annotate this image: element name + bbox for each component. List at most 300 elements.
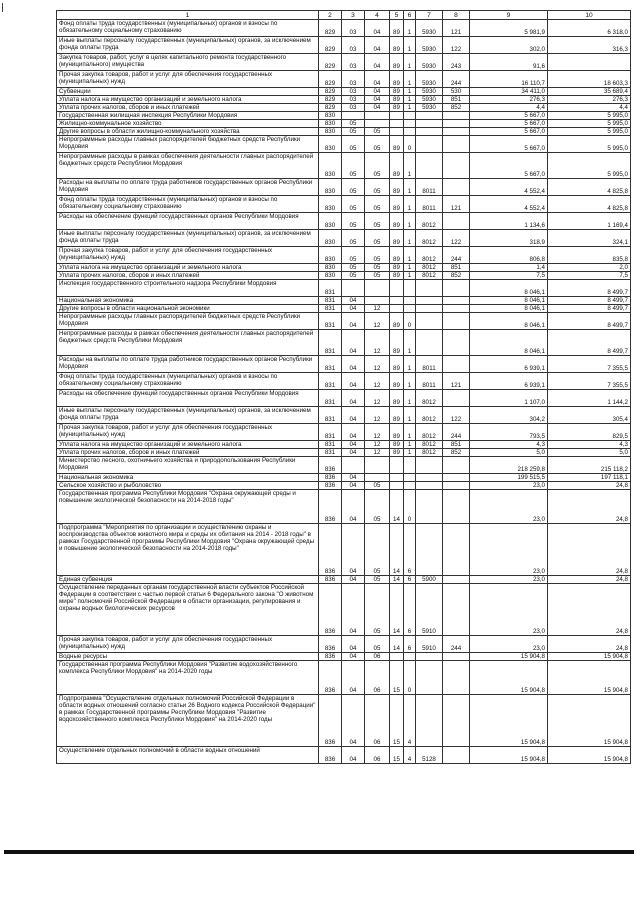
code-cell: 89 — [390, 88, 404, 96]
table-row — [57, 264, 631, 272]
code-cell: 12 — [365, 441, 390, 449]
row-name-cell: Другие вопросы в области национальной экономики — [57, 305, 319, 313]
code-cell — [390, 120, 404, 128]
code-cell: 836 — [319, 490, 342, 524]
header-cell: 7 — [416, 11, 443, 20]
code-cell: 05 — [342, 196, 365, 213]
code-cell — [443, 457, 470, 474]
code-cell — [390, 653, 404, 661]
code-cell: 1 — [404, 54, 416, 71]
code-cell — [404, 120, 416, 128]
row-name-cell: Прочая закупка товаров, работ и услуг для обеспечения государственных (муниципальных) нужд — [57, 71, 319, 88]
code-cell: 04 — [365, 37, 390, 54]
code-cell: 8011 — [416, 196, 443, 213]
code-cell: 8012 — [416, 449, 443, 457]
amount-cell: 7,5 — [548, 272, 631, 280]
code-cell: 836 — [319, 636, 342, 653]
amount-cell — [548, 54, 631, 71]
table-row — [57, 457, 631, 474]
code-cell: 04 — [342, 305, 365, 313]
code-cell: 8011 — [416, 356, 443, 373]
header-cell: 2 — [319, 11, 342, 20]
code-cell — [443, 297, 470, 305]
code-cell — [342, 457, 365, 474]
code-cell — [416, 128, 443, 136]
code-cell: 06 — [365, 695, 390, 747]
amount-cell: 1 134,6 — [470, 213, 548, 230]
table-row — [57, 213, 631, 230]
amount-cell: 218 259,8 — [470, 457, 548, 474]
amount-cell: 793,5 — [470, 424, 548, 441]
code-cell: 5930 — [416, 20, 443, 37]
code-cell — [390, 128, 404, 136]
amount-cell: 1 169,4 — [548, 213, 631, 230]
code-cell — [365, 474, 390, 482]
code-cell: 830 — [319, 247, 342, 264]
code-cell: 04 — [342, 490, 365, 524]
row-name-cell: Жилищно-коммунальное хозяйство — [57, 120, 319, 128]
table-row — [57, 136, 631, 153]
row-name-cell: Министерство лесного, охотничьего хозяйства и природопользования Республики Мордовия — [57, 457, 319, 474]
code-cell: 89 — [390, 179, 404, 196]
code-cell: 12 — [365, 313, 390, 330]
amount-cell: 199 515,5 — [470, 474, 548, 482]
code-cell: 89 — [390, 96, 404, 104]
amount-cell: 302,0 — [470, 37, 548, 54]
code-cell: 89 — [390, 247, 404, 264]
row-name-cell: Уплата налога на имущество организаций и земельного налога — [57, 96, 319, 104]
code-cell: 1 — [404, 390, 416, 407]
code-cell: 1 — [404, 330, 416, 356]
amount-cell: 318,9 — [470, 230, 548, 247]
code-cell: 04 — [342, 747, 365, 764]
amount-cell: 34 411,0 — [470, 88, 548, 96]
code-cell — [443, 153, 470, 179]
table-row — [57, 424, 631, 441]
amount-cell: 15 904,8 — [470, 747, 548, 764]
row-name-cell: Фонд оплаты труда государственных (муниципальных) органов и взносы по обязательному социальному страхованию — [57, 20, 319, 37]
code-cell: 12 — [365, 449, 390, 457]
code-cell — [404, 280, 416, 297]
table-row — [57, 576, 631, 584]
header-cell: 10 — [548, 11, 631, 20]
row-name-cell: Расходы на обеспечение функций государственных органов Республики Мордовия — [57, 213, 319, 230]
code-cell: 4 — [404, 747, 416, 764]
code-cell — [416, 112, 443, 120]
code-cell: 6 — [404, 584, 416, 636]
code-cell — [416, 297, 443, 305]
amount-cell: 4,4 — [548, 104, 631, 112]
amount-cell: 276,3 — [470, 96, 548, 104]
code-cell: 04 — [342, 636, 365, 653]
code-cell — [443, 653, 470, 661]
code-cell: 12 — [365, 424, 390, 441]
code-cell: 12 — [365, 407, 390, 424]
code-cell: 122 — [443, 37, 470, 54]
code-cell — [404, 297, 416, 305]
table-row — [57, 636, 631, 653]
code-cell: 89 — [390, 424, 404, 441]
code-cell — [443, 330, 470, 356]
amount-cell: 1 144,2 — [548, 390, 631, 407]
code-cell: 04 — [342, 661, 365, 695]
code-cell: 06 — [365, 661, 390, 695]
amount-cell: 8 499,7 — [548, 280, 631, 297]
table-row — [57, 120, 631, 128]
code-cell: 830 — [319, 264, 342, 272]
code-cell: 05 — [365, 128, 390, 136]
code-cell: 4 — [404, 695, 416, 747]
amount-cell: 276,3 — [548, 96, 631, 104]
code-cell — [390, 305, 404, 313]
code-cell: 5910 — [416, 584, 443, 636]
code-cell — [390, 457, 404, 474]
row-name-cell: Закупка товаров, работ, услуг в целях капитального ремонта государственного (муниципального) имущества — [57, 54, 319, 71]
code-cell — [390, 297, 404, 305]
code-cell: 04 — [342, 576, 365, 584]
code-cell: 04 — [342, 653, 365, 661]
amount-cell: 15 904,8 — [470, 653, 548, 661]
code-cell: 04 — [365, 104, 390, 112]
code-cell: 8012 — [416, 407, 443, 424]
amount-cell: 5,0 — [548, 449, 631, 457]
code-cell: 0 — [404, 490, 416, 524]
code-cell: 1 — [404, 153, 416, 179]
code-cell: 830 — [319, 213, 342, 230]
code-cell: 1 — [404, 96, 416, 104]
amount-cell: 829,5 — [548, 424, 631, 441]
code-cell — [416, 661, 443, 695]
code-cell: 89 — [390, 313, 404, 330]
row-name-cell: Иные выплаты персоналу государственных (муниципальных) органов, за исключением фонда оплаты труда — [57, 407, 319, 424]
table-row — [57, 230, 631, 247]
code-cell: 1 — [404, 88, 416, 96]
row-name-cell: Единая субвенция — [57, 576, 319, 584]
code-cell: 8012 — [416, 272, 443, 280]
code-cell — [443, 356, 470, 373]
code-cell: 12 — [365, 390, 390, 407]
code-cell: 831 — [319, 407, 342, 424]
code-cell — [342, 280, 365, 297]
row-name-cell: Непрограммные расходы в рамках обеспечения деятельности главных распорядителей бюджетных средств Республики Мордовия — [57, 153, 319, 179]
row-name-cell: Прочая закупка товаров, работ и услуг для обеспечения государственных (муниципальных) нужд — [57, 636, 319, 653]
amount-cell: 5 981,9 — [470, 20, 548, 37]
code-cell: 852 — [443, 104, 470, 112]
code-cell: 5930 — [416, 37, 443, 54]
code-cell: 05 — [342, 128, 365, 136]
code-cell: 8012 — [416, 213, 443, 230]
row-name-cell: Уплата налога на имущество организаций и земельного налога — [57, 264, 319, 272]
table-row — [57, 373, 631, 390]
code-cell: 89 — [390, 230, 404, 247]
code-cell: 851 — [443, 441, 470, 449]
header-cell: 1 — [57, 11, 319, 20]
code-cell: 04 — [365, 96, 390, 104]
code-cell: 5930 — [416, 96, 443, 104]
code-cell: 05 — [365, 179, 390, 196]
table-row — [57, 449, 631, 457]
amount-cell: 91,6 — [470, 54, 548, 71]
table-row — [57, 96, 631, 104]
code-cell: 89 — [390, 441, 404, 449]
amount-cell: 23,0 — [470, 482, 548, 490]
row-name-cell: Государственная жилищная инспекция Республики Мордовия — [57, 112, 319, 120]
code-cell — [416, 653, 443, 661]
code-cell: 03 — [342, 104, 365, 112]
code-cell: 8012 — [416, 230, 443, 247]
header-cell: 3 — [342, 11, 365, 20]
code-cell: 8012 — [416, 390, 443, 407]
row-name-cell: Непрограммные расходы главных распорядителей бюджетных средств Республики Мордовия — [57, 136, 319, 153]
code-cell: 05 — [342, 153, 365, 179]
code-cell — [416, 120, 443, 128]
amount-cell: 15 904,8 — [470, 661, 548, 695]
amount-cell: 1 107,0 — [470, 390, 548, 407]
code-cell: 836 — [319, 695, 342, 747]
code-cell: 05 — [365, 213, 390, 230]
amount-cell: 4 552,4 — [470, 196, 548, 213]
code-cell: 03 — [342, 88, 365, 96]
amount-cell: 8 499,7 — [548, 297, 631, 305]
code-cell — [416, 482, 443, 490]
code-cell: 04 — [342, 474, 365, 482]
budget-table — [56, 10, 631, 764]
code-cell: 89 — [390, 136, 404, 153]
amount-cell: 8 046,1 — [470, 280, 548, 297]
amount-cell: 24,8 — [548, 490, 631, 524]
code-cell: 1 — [404, 20, 416, 37]
amount-cell: 7 355,5 — [548, 356, 631, 373]
code-cell: 1 — [404, 264, 416, 272]
amount-cell: 8 046,1 — [470, 305, 548, 313]
table-row — [57, 313, 631, 330]
code-cell — [404, 128, 416, 136]
code-cell — [390, 482, 404, 490]
code-cell — [404, 457, 416, 474]
code-cell: 8012 — [416, 424, 443, 441]
code-cell — [416, 695, 443, 747]
table-row — [57, 128, 631, 136]
code-cell: 0 — [404, 313, 416, 330]
code-cell: 8012 — [416, 264, 443, 272]
code-cell — [416, 457, 443, 474]
code-cell: 0 — [404, 136, 416, 153]
row-name-cell: Сельское хозяйство и рыболовство — [57, 482, 319, 490]
code-cell — [443, 280, 470, 297]
amount-cell: 4,4 — [470, 104, 548, 112]
row-name-cell: Иные выплаты персоналу государственных (муниципальных) органов, за исключением фонда оплаты труда — [57, 230, 319, 247]
table-row — [57, 584, 631, 636]
header-cell: 9 — [470, 11, 548, 20]
code-cell — [443, 112, 470, 120]
table-row — [57, 196, 631, 213]
code-cell: 829 — [319, 37, 342, 54]
amount-cell: 4 825,8 — [548, 196, 631, 213]
code-cell: 530 — [443, 88, 470, 96]
code-cell: 14 — [390, 636, 404, 653]
code-cell: 14 — [390, 490, 404, 524]
table-row — [57, 441, 631, 449]
table-row — [57, 153, 631, 179]
code-cell: 8012 — [416, 441, 443, 449]
code-cell: 121 — [443, 20, 470, 37]
amount-cell: 23,0 — [470, 576, 548, 584]
code-cell: 03 — [342, 20, 365, 37]
code-cell: 04 — [342, 524, 365, 576]
row-name-cell: Осуществление переданных органам государственной власти субъектов Российской Федерации в соответствии с частью первой статьи 6 Федерального закона "О животном мире" полномочий Российской Федерации в области организации, регулирования и охраны водных биологических ресурсов — [57, 584, 319, 636]
code-cell: 836 — [319, 524, 342, 576]
code-cell: 12 — [365, 330, 390, 356]
code-cell: 8011 — [416, 373, 443, 390]
row-name-cell: Подпрограмма "Мероприятия по организации и осуществлению охраны и воспроизводства объектов животного мира и среды их обитания на 2014 - 2018 годы" в рамках Государственной программы Республики Мордовия "Охрана окружающей среды и повышение экологической безопасности на 2014-2018 годы" — [57, 524, 319, 576]
code-cell: 1 — [404, 247, 416, 264]
code-cell: 243 — [443, 54, 470, 71]
code-cell: 5930 — [416, 71, 443, 88]
amount-cell: 6 939,1 — [470, 356, 548, 373]
code-cell: 836 — [319, 653, 342, 661]
code-cell: 829 — [319, 104, 342, 112]
code-cell: 04 — [342, 297, 365, 305]
code-cell: 8011 — [416, 179, 443, 196]
amount-cell: 5 667,0 — [470, 136, 548, 153]
table-row — [57, 305, 631, 313]
code-cell: 06 — [365, 653, 390, 661]
row-name-cell: Уплата прочих налогов, сборов и иных платежей — [57, 272, 319, 280]
code-cell — [365, 120, 390, 128]
code-cell — [404, 305, 416, 313]
amount-cell: 8 499,7 — [548, 305, 631, 313]
table-row — [57, 272, 631, 280]
amount-cell: 304,2 — [470, 407, 548, 424]
amount-cell: 24,8 — [548, 524, 631, 576]
code-cell — [443, 213, 470, 230]
code-cell: 5910 — [416, 636, 443, 653]
row-name-cell: Государственная программа Республики Мордовия "Охрана окружающей среды и повышение экологической безопасности на 2014-2018 годы" — [57, 490, 319, 524]
code-cell: 1 — [404, 179, 416, 196]
code-cell: 851 — [443, 96, 470, 104]
code-cell: 04 — [342, 373, 365, 390]
code-cell: 122 — [443, 230, 470, 247]
code-cell: 05 — [365, 482, 390, 490]
code-cell: 1 — [404, 71, 416, 88]
amount-cell: 6 939,1 — [470, 373, 548, 390]
code-cell: 05 — [365, 196, 390, 213]
code-cell — [365, 457, 390, 474]
code-cell — [443, 474, 470, 482]
code-cell: 12 — [365, 305, 390, 313]
row-name-cell: Субвенции — [57, 88, 319, 96]
code-cell: 89 — [390, 390, 404, 407]
header-cell: 5 — [390, 11, 404, 20]
code-cell — [416, 490, 443, 524]
code-cell — [404, 474, 416, 482]
code-cell: 89 — [390, 373, 404, 390]
code-cell: 03 — [342, 71, 365, 88]
code-cell: 831 — [319, 356, 342, 373]
amount-cell: 324,1 — [548, 230, 631, 247]
code-cell: 1 — [404, 104, 416, 112]
code-cell: 89 — [390, 356, 404, 373]
code-cell — [443, 576, 470, 584]
amount-cell: 806,8 — [470, 247, 548, 264]
code-cell — [416, 305, 443, 313]
code-cell — [365, 280, 390, 297]
amount-cell: 4 552,4 — [470, 179, 548, 196]
code-cell — [443, 313, 470, 330]
code-cell — [342, 112, 365, 120]
table-row — [57, 695, 631, 747]
amount-cell: 8 046,1 — [470, 297, 548, 305]
code-cell: 6 — [404, 636, 416, 653]
table-row — [57, 88, 631, 96]
table-row — [57, 179, 631, 196]
code-cell — [443, 179, 470, 196]
row-name-cell: Уплата налога на имущество организаций и земельного налога — [57, 441, 319, 449]
code-cell: 03 — [342, 54, 365, 71]
row-name-cell: Прочая закупка товаров, работ и услуг для обеспечения государственных (муниципальных) нужд — [57, 424, 319, 441]
amount-cell: 2,0 — [548, 264, 631, 272]
table-row — [57, 490, 631, 524]
code-cell — [365, 112, 390, 120]
code-cell — [443, 120, 470, 128]
amount-cell: 4,3 — [548, 441, 631, 449]
code-cell — [416, 153, 443, 179]
code-cell: 04 — [365, 88, 390, 96]
code-cell — [443, 747, 470, 764]
table-row — [57, 747, 631, 764]
code-cell: 831 — [319, 305, 342, 313]
code-cell: 830 — [319, 272, 342, 280]
code-cell — [443, 482, 470, 490]
code-cell: 829 — [319, 71, 342, 88]
code-cell: 831 — [319, 280, 342, 297]
table-row — [57, 482, 631, 490]
row-name-cell: Фонд оплаты труда государственных (муниципальных) органов и взносы по обязательному социальному страхованию — [57, 196, 319, 213]
code-cell — [390, 474, 404, 482]
code-cell: 831 — [319, 390, 342, 407]
code-cell: 5930 — [416, 54, 443, 71]
table-row — [57, 330, 631, 356]
code-cell: 244 — [443, 424, 470, 441]
code-cell: 04 — [342, 584, 365, 636]
amount-cell: 18 603,3 — [548, 71, 631, 88]
code-cell: 05 — [365, 247, 390, 264]
table-row — [57, 297, 631, 305]
row-name-cell: Расходы на выплаты по оплате труда работников государственных органов Республики Мордовия — [57, 179, 319, 196]
table-row — [57, 247, 631, 264]
code-cell: 1 — [404, 441, 416, 449]
code-cell: 12 — [365, 356, 390, 373]
amount-cell: 5 995,0 — [548, 120, 631, 128]
code-cell: 03 — [342, 37, 365, 54]
row-name-cell: Водные ресурсы — [57, 653, 319, 661]
code-cell: 05 — [365, 264, 390, 272]
code-cell: 830 — [319, 120, 342, 128]
amount-cell: 5 667,0 — [470, 153, 548, 179]
amount-cell: 7 355,5 — [548, 373, 631, 390]
code-cell: 852 — [443, 272, 470, 280]
row-name-cell: Непрограммные расходы главных распорядителей бюджетных средств Республики Мордовия — [57, 313, 319, 330]
code-cell: 12 — [365, 373, 390, 390]
amount-cell: 8 499,7 — [548, 330, 631, 356]
code-cell — [443, 136, 470, 153]
code-cell: 04 — [342, 695, 365, 747]
code-cell: 831 — [319, 313, 342, 330]
code-cell: 05 — [342, 230, 365, 247]
row-name-cell: Осуществление отдельных полномочий в области водных отношений — [57, 747, 319, 764]
code-cell: 89 — [390, 54, 404, 71]
table-row — [57, 661, 631, 695]
